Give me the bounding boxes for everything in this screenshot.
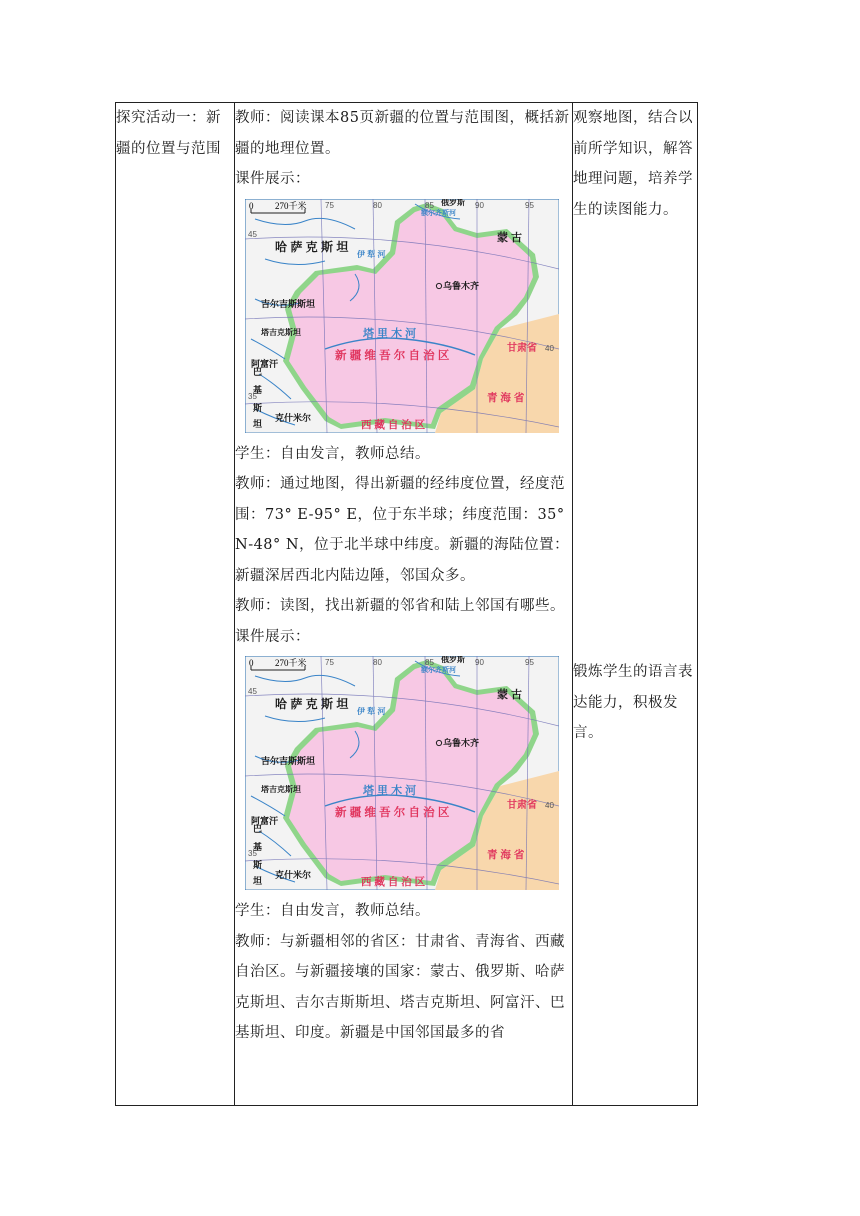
tibet-label: 西 藏 自 治 区	[361, 418, 426, 431]
afghanistan-label: 阿富汗	[251, 358, 279, 369]
pakistan-char-1: 巴	[253, 366, 263, 377]
irtysh-river-label: 额尔齐斯河	[421, 209, 456, 217]
kazakhstan-label: 哈 萨 克 斯 坦	[275, 697, 349, 711]
activity-cell	[116, 103, 235, 1106]
teaching-process-cell	[235, 103, 573, 1106]
intent-paragraph-2: 锻炼学生的语言表达能力，积极发言。	[573, 664, 693, 741]
lon-90: 90	[475, 658, 484, 667]
student-paragraph-1: 学生：自由发言，教师总结。	[235, 445, 430, 462]
afghanistan-label: 阿富汗	[251, 816, 279, 826]
scale-label: 270千米	[275, 658, 307, 668]
xinjiang-map-2	[245, 656, 559, 890]
pakistan-char-2: 基	[253, 842, 263, 852]
tajikistan-label: 塔吉克斯坦	[261, 327, 301, 337]
scale-label: 270千米	[275, 200, 307, 211]
lesson-plan-table	[115, 102, 698, 1106]
kashmir-label: 克什米尔	[275, 412, 312, 423]
mongolia-label: 蒙 古	[497, 689, 523, 701]
pakistan-char-3: 斯	[253, 402, 263, 413]
lat-40: 40	[545, 343, 554, 353]
russia-label: 俄罗斯	[441, 656, 465, 664]
table-row	[116, 103, 698, 1106]
kazakhstan-label: 哈 萨 克 斯 坦	[275, 239, 349, 254]
scale-zero: 0	[249, 658, 254, 668]
scale-zero: 0	[249, 200, 254, 211]
student-paragraph-2: 学生：自由发言，教师总结。	[235, 903, 430, 919]
courseware-label-2: 课件展示：	[235, 628, 310, 645]
lon-80: 80	[373, 658, 382, 667]
activity-title: 探究活动一：新疆的位置与范围	[116, 110, 221, 157]
lat-35: 35	[248, 391, 257, 401]
gansu-label: 甘肃省	[507, 800, 537, 811]
lon-75: 75	[325, 200, 334, 210]
xinjiang-label: 新 疆 维 吾 尔 自 治 区	[335, 349, 450, 362]
qinghai-label: 青 海 省	[487, 849, 525, 861]
tibet-label: 西 藏 自 治 区	[361, 876, 426, 888]
tarim-river-label: 塔 里 木 河	[363, 327, 417, 340]
lat-45: 45	[248, 229, 257, 239]
urumqi-label: 乌鲁木齐	[443, 738, 480, 748]
ili-river-label: 伊 犁 河	[357, 707, 386, 716]
teacher-paragraph-1: 教师：阅读课本85页新疆的位置与范围图，概括新疆的地理位置。	[235, 110, 570, 157]
teacher-paragraph-3: 教师：读图，找出新疆的邻省和陆上邻国有哪些。	[235, 598, 565, 614]
kashmir-label: 克什米尔	[275, 870, 312, 880]
xinjiang-map-1	[245, 199, 559, 433]
lat-45: 45	[248, 687, 257, 696]
pakistan-char-2: 基	[253, 384, 263, 395]
qinghai-label: 青 海 省	[487, 391, 525, 404]
lon-95: 95	[525, 658, 534, 667]
irtysh-river-label: 额尔齐斯河	[421, 667, 456, 674]
lon-90: 90	[475, 200, 484, 210]
intent-spacer	[573, 225, 697, 657]
kyrgyzstan-label: 吉尔吉斯斯坦	[261, 756, 316, 766]
lon-85: 85	[425, 200, 434, 210]
lat-40: 40	[545, 801, 554, 810]
tajikistan-label: 塔吉克斯坦	[261, 785, 301, 794]
lat-35: 35	[248, 849, 257, 858]
russia-label: 俄罗斯	[441, 198, 465, 207]
design-intent-cell	[573, 103, 698, 1106]
pakistan-char-3: 斯	[253, 860, 263, 870]
xinjiang-label: 新 疆 维 吾 尔 自 治 区	[335, 807, 450, 819]
tarim-river-label: 塔 里 木 河	[363, 785, 417, 797]
teacher-paragraph-2: 教师：通过地图，得出新疆的经纬度位置，经度范围：73° E-95° E，位于东半球；纬度范围：35° N-48° N，位于北半球中纬度。新疆的海陆位置：新疆深居西北内陆边陲，邻国众多。	[235, 476, 570, 584]
kyrgyzstan-label: 吉尔吉斯斯坦	[261, 298, 316, 309]
gansu-label: 甘肃省	[507, 342, 537, 354]
map-svg	[245, 656, 559, 890]
pakistan-char-4: 坦	[253, 876, 263, 886]
mongolia-label: 蒙 古	[497, 231, 523, 244]
lon-80: 80	[373, 200, 382, 210]
lon-85: 85	[425, 658, 434, 667]
map-svg	[245, 199, 559, 433]
lon-95: 95	[525, 200, 534, 210]
courseware-label-1: 课件展示：	[235, 171, 310, 187]
lon-75: 75	[325, 658, 334, 667]
pakistan-char-4: 坦	[253, 418, 263, 429]
ili-river-label: 伊 犁 河	[357, 249, 386, 259]
pakistan-char-1: 巴	[253, 824, 263, 834]
urumqi-label: 乌鲁木齐	[443, 280, 480, 291]
teacher-paragraph-4: 教师：与新疆相邻的省区：甘肃省、青海省、西藏自治区。与新疆接壤的国家：蒙古、俄罗斯、哈萨克斯坦、吉尔吉斯斯坦、塔吉克斯坦、阿富汗、巴基斯坦、印度。新疆是中国邻国最多的省	[235, 933, 565, 1041]
intent-paragraph-1: 观察地图，结合以前所学知识，解答地理问题，培养学生的读图能力。	[573, 110, 693, 218]
